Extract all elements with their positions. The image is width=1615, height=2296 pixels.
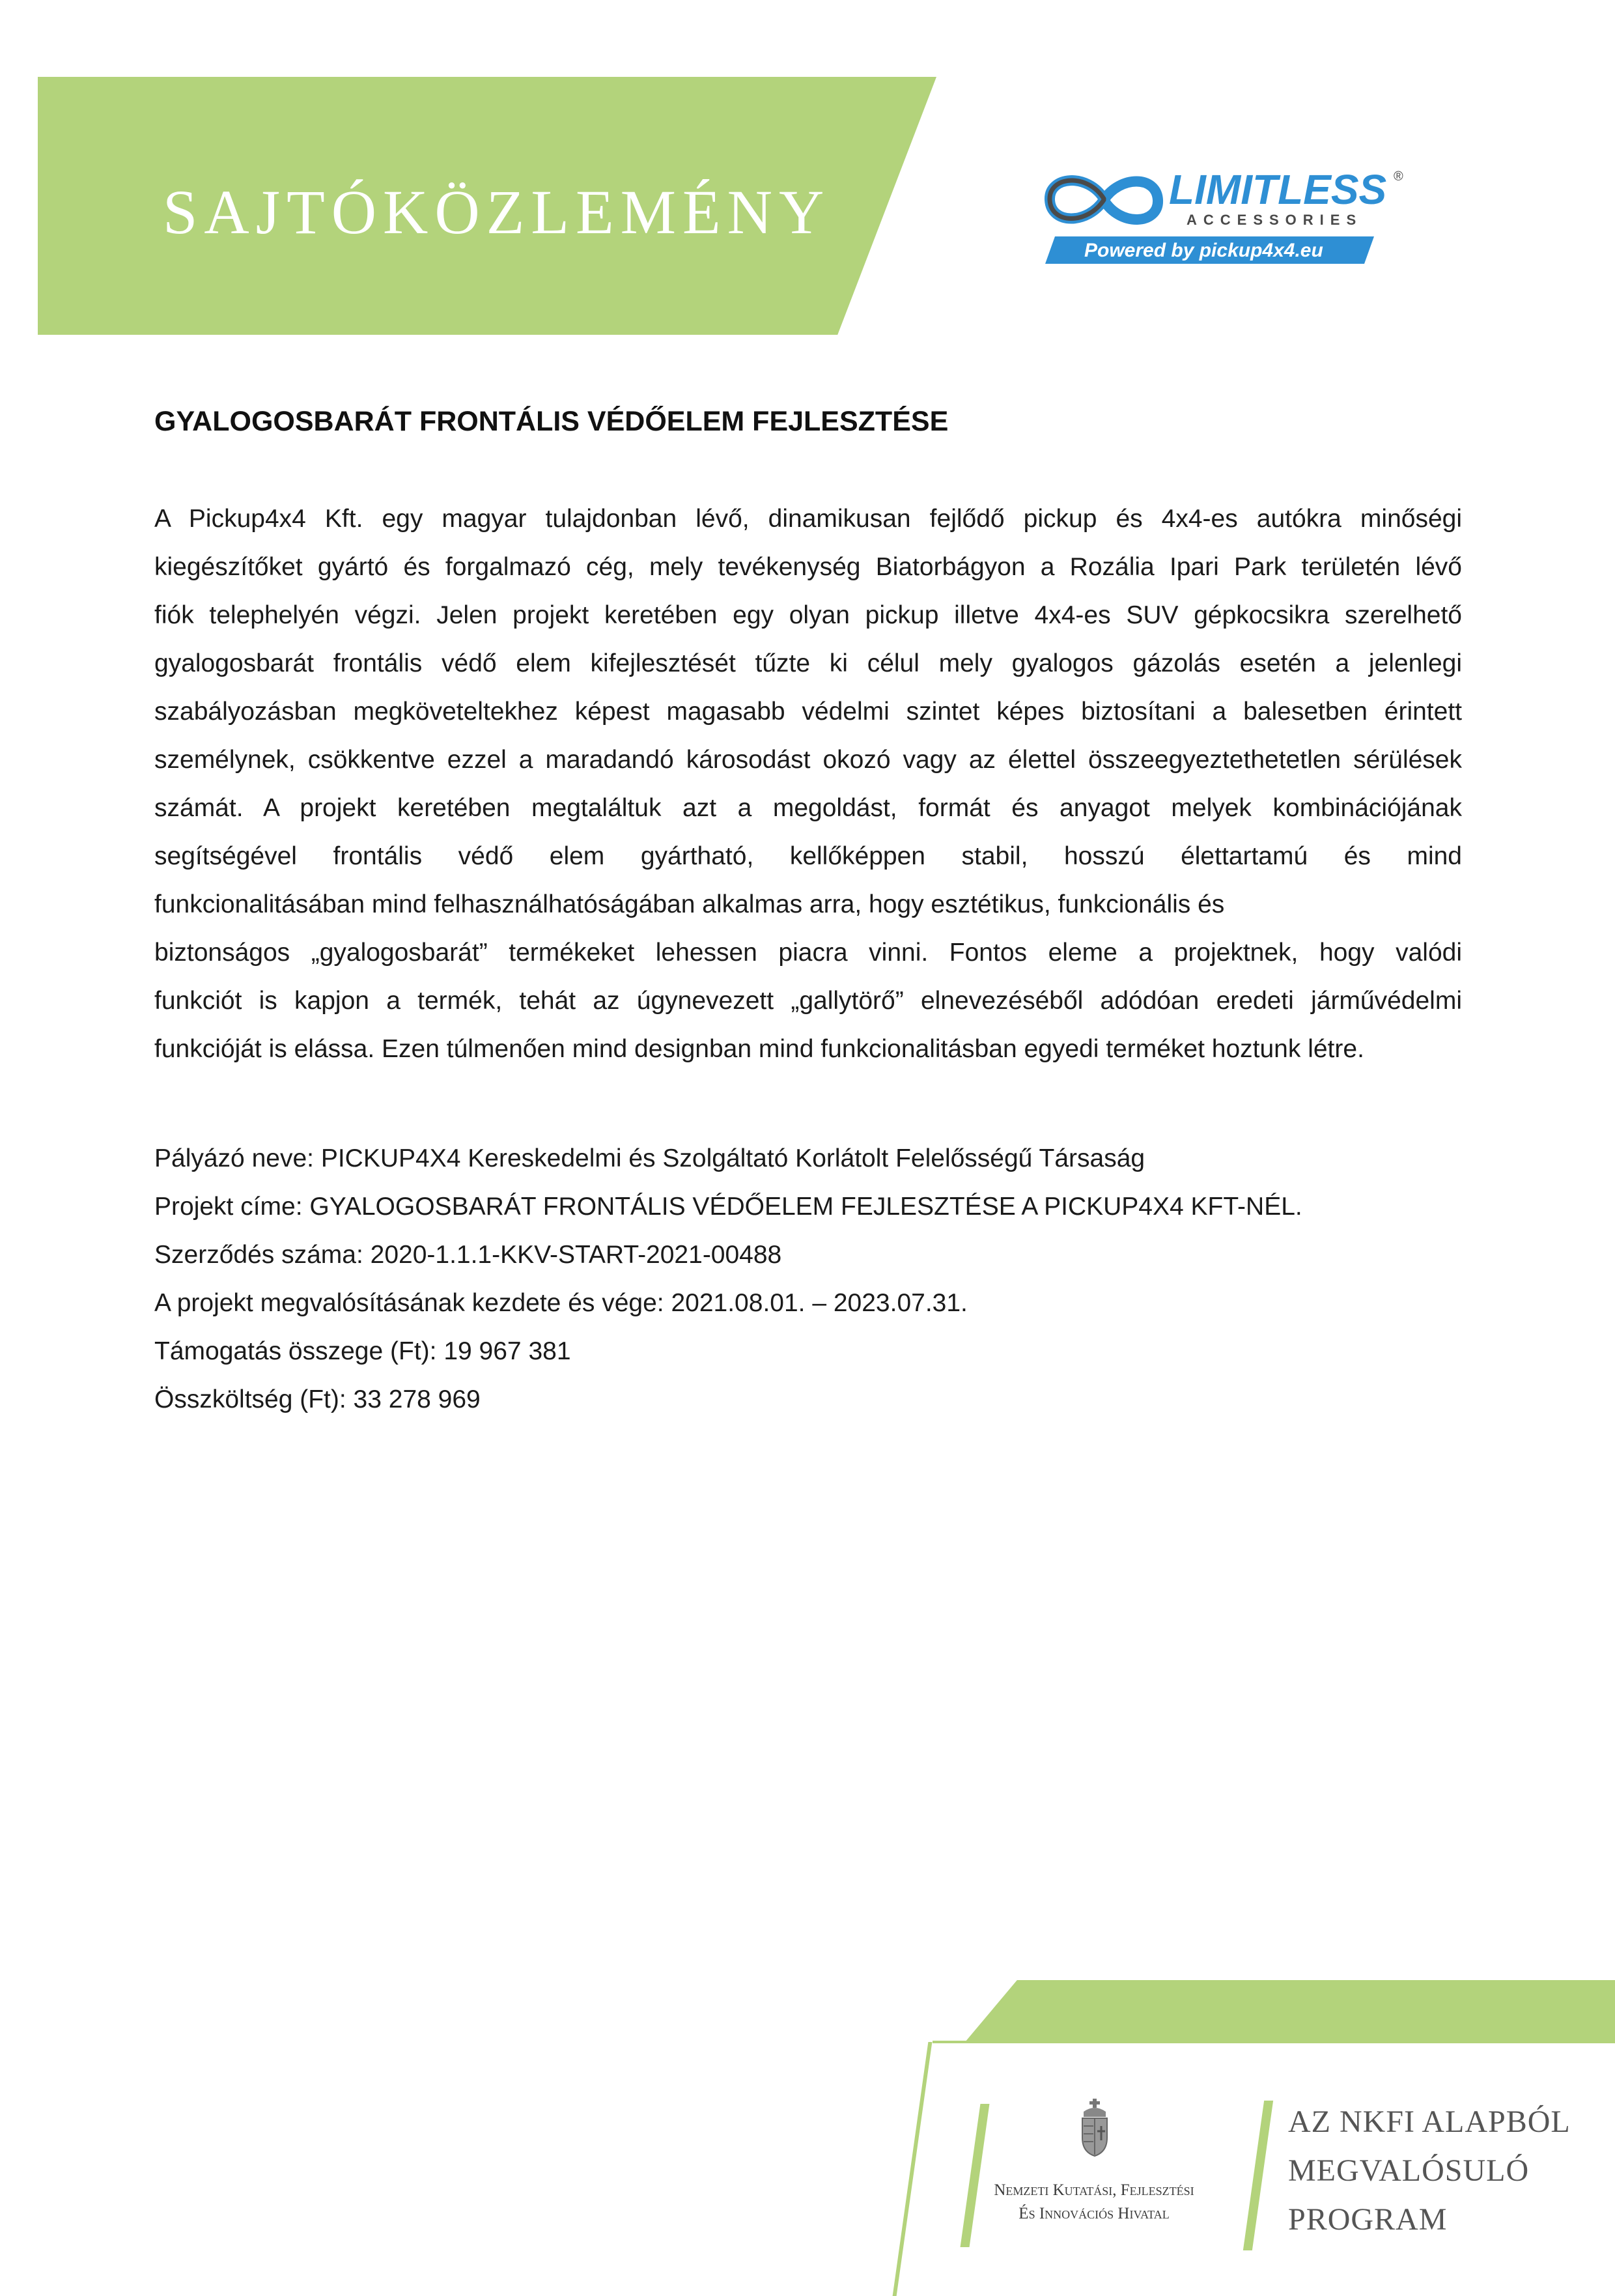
body-line: funkcióját is elássa. Ezen túlmenően mind designban mind funkcionalitásban egyedi terméket hoztunk létre.	[154, 1035, 1364, 1063]
agency-name	[977, 2179, 1211, 2226]
info-contract-number: Szerződés száma: 2020-1.1.1-KKV-START-2021-00488	[154, 1241, 782, 1269]
logo-brand: LIMITLESS	[1169, 166, 1387, 213]
body-line: szabályozásban megköveteltekhez képest magasabb védelmi szintet képes biztosítani a balesetben érintett	[154, 698, 1462, 726]
body-line: gyalogosbarát frontális védő elem kifejlesztését tűzte ki célul mely gyalogos gázolás esetén a jelenlegi	[154, 649, 1462, 677]
logo-tagline: Powered by pickup4x4.eu	[1084, 240, 1323, 261]
footer-slash-outline	[893, 2042, 933, 2296]
footer-divider	[933, 2041, 1615, 2043]
body-line: funkcionalitásában mind felhasználhatóságában alkalmas arra, hogy esztétikus, funkcionális és	[154, 890, 1225, 918]
project-info	[154, 1135, 1462, 1424]
info-grant-amount: Támogatás összege (Ft): 19 967 381	[154, 1337, 571, 1365]
info-project-title: Projekt címe: GYALOGOSBARÁT FRONTÁLIS VÉDŐELEM FEJLESZTÉSE A PICKUP4X4 KFT-NÉL.	[154, 1193, 1302, 1221]
infinity-icon	[1050, 180, 1158, 220]
document-title: GYALOGOSBARÁT FRONTÁLIS VÉDŐELEM FEJLESZTÉSE	[154, 406, 949, 437]
body-line: számát. A projekt keretében megtaláltuk azt a megoldást, formát és anyagot melyek kombinációjának	[154, 794, 1462, 822]
program-line: PROGRAM	[1288, 2202, 1448, 2237]
info-project-period: A projekt megvalósításának kezdete és vége: 2021.08.01. – 2023.07.31.	[154, 1289, 968, 1317]
info-total-cost: Összköltség (Ft): 33 278 969	[154, 1385, 481, 1413]
body-line: személynek, csökkentve ezzel a maradandó károsodást okozó vagy az élettel összeegyeztethetetlen sérülések	[154, 746, 1462, 774]
body-line: A Pickup4x4 Kft. egy magyar tulajdonban lévő, dinamikusan fejlődő pickup és 4x4-es autókra minőségi	[154, 505, 1462, 533]
body-line: segítségével frontális védő elem gyártható, kellőképpen stabil, hosszú élettartamú és mind	[154, 842, 1462, 870]
logo-registered: ®	[1394, 169, 1403, 184]
hungarian-coat-of-arms-icon	[1080, 2099, 1110, 2157]
program-line: MEGVALÓSULÓ	[1288, 2153, 1530, 2188]
body-line: fiók telephelyén végzi. Jelen projekt keretében egy olyan pickup illetve 4x4-es SUV gépkocsikra szerelhető	[154, 601, 1462, 629]
footer-slash-left	[961, 2104, 990, 2247]
body-paragraph	[154, 495, 1462, 1073]
body-line: kiegészítőket gyártó és forgalmazó cég, mely tevékenység Biatorbágyon a Rozália Ipari Park területén lévő	[154, 553, 1462, 581]
program-line: AZ NKFI ALAPBÓL	[1288, 2105, 1571, 2139]
footer-slash-right	[1243, 2101, 1273, 2250]
logo-subtitle: ACCESSORIES	[1187, 212, 1363, 228]
footer-band	[965, 1980, 1615, 2042]
info-applicant: Pályázó neve: PICKUP4X4 Kereskedelmi és Szolgáltató Korlátolt Felelősségű Társaság	[154, 1144, 1145, 1172]
agency-line: Nemzeti Kutatási, Fejlesztési	[994, 2181, 1194, 2199]
limitless-logo	[1042, 160, 1413, 270]
program-label	[1288, 2097, 1571, 2244]
body-line: biztonságos „gyalogosbarát” termékeket lehessen piacra vinni. Fontos eleme a projektnek, hogy valódi	[154, 939, 1462, 967]
page-header-title: SAJTÓKÖZLEMÉNY	[163, 177, 831, 247]
agency-line: És Innovációs Hivatal	[1018, 2205, 1170, 2222]
body-line: funkciót is kapjon a termék, tehát az úgynevezett „gallytörő” elnevezéséből adódóan eredeti járművédelmi	[154, 987, 1462, 1015]
